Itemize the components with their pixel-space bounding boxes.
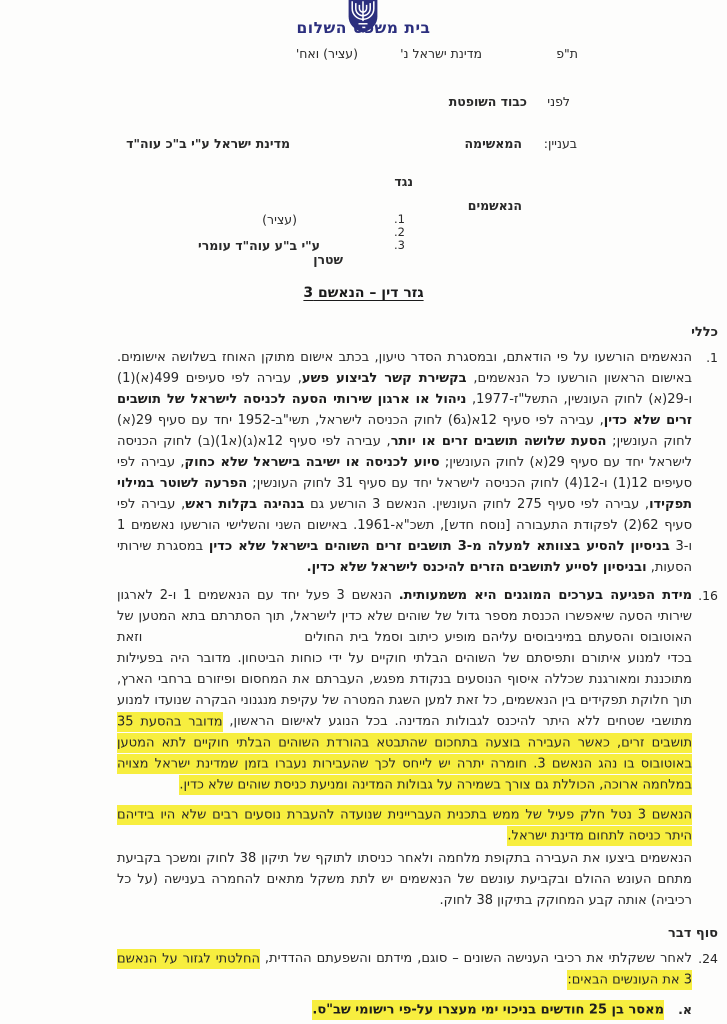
court-name: בית משפט השלום bbox=[296, 19, 431, 37]
defendant-3-number: 3. bbox=[394, 238, 405, 252]
defendants-label: הנאשמים bbox=[467, 198, 522, 213]
defendant-1-status: (עציר) bbox=[262, 212, 297, 227]
prosecution-role-label: המאשימה bbox=[464, 136, 522, 151]
defendant-2-number: 2. bbox=[394, 225, 405, 239]
paragraph-16 bbox=[117, 585, 718, 795]
paragraph-16-number: 16. bbox=[698, 588, 718, 603]
section-heading-conclusion: סוף דבר bbox=[668, 926, 718, 941]
section-heading-general: כללי bbox=[691, 325, 718, 340]
paragraph-1-text: הנאשמים הורשעו על פי הודאתם, ובמסגרת הסדר טיעון, בכתב אישום מתוקן האוחז בשלושה אישומים. באישום הראשון הורשעו כל הנאשמים, בקשירת קשר לביצוע פשע, עבירה לפי סעיפים 499(א)(1) ו-29(א) לחוק העונשין, התשל"ז-1977, ניהול או ארגון שירותי הסעה לכניסה לישראל של תושבים זרים שלא כדין, עבירה לפי סעיף 12א(ג6) לחוק הכניסה לישראל, תשי"ב-1952 יחד עם סעיף 29(א) לחוק העונשין; הסעת שלושה תושבים זרים או יותר, עבירה לפי סעיף 12א(ג)(א1)(ב) לחוק הכניסה לישראל יחד עם סעיף 29(א) לחוק העונשין; סיוע לכניסה או ישיבה בישראל שלא כחוק, עבירה לפי סעיפים 12(1) ו-12(4) לחוק הכניסה לישראל יחד עם סעיף 31 לחוק העונשין; הפרעה לשוטר במילוי תפקידו, עבירה לפי סעיף 275 לחוק העונשין. הנאשם 3 הורשע גם בנהיגה בקלות ראש, עבירה לפי סעיף 62(2) לפקודת התעבורה [נוסח חדש], תשכ"א-1961. באישום השני והשלישי הורשעו נאשמים 1 ו-3 בניסיון להסיע בצוותא למעלה מ-3 תושבים זרים השוהים בישראל שלא כדין במסגרת שירותי הסעות, ובניסיון לסייע לתושבים הזרים להיכנס לישראל שלא כדין. bbox=[117, 350, 693, 575]
paragraph-24-text: לאחר ששקלתי את רכיבי הענישה השונים – סוגם, מידתם והשפעתם ההדדית, החלטתי לגזור על הנאשם 3 את העונשים הבאים: bbox=[117, 948, 692, 990]
paragraph-active-role-text: הנאשם 3 נטל חלק פעיל של ממש בתכנית העבריינית שנועדה להעברת נוסעים רבים שלא היו בידיהם היתר כניסה לתחום מדינת ישראל. bbox=[117, 804, 692, 846]
prosecution-name: מדינת ישראל ע"י ב"כ עוה"ד bbox=[126, 136, 290, 151]
versus-label: נגד bbox=[394, 174, 413, 189]
in-re-label: בעניין: bbox=[543, 136, 577, 151]
defense-counsel-line2: שטרן bbox=[313, 252, 343, 267]
redacted-gap bbox=[148, 627, 298, 648]
sentence-item-a bbox=[117, 999, 692, 1020]
sentence-item-a-letter: א. bbox=[678, 1002, 692, 1017]
case-parties: מדינת ישראל נ' bbox=[400, 46, 482, 61]
case-number-label: ת"פ bbox=[556, 46, 578, 61]
case-parties-suffix: (עציר) ואח' bbox=[295, 46, 358, 61]
paragraph-1-number: 1. bbox=[706, 350, 718, 365]
document-body bbox=[117, 322, 718, 1020]
judge-title: כבוד השופטת bbox=[448, 94, 527, 109]
paragraph-wartime-amendment-text: הנאשמים ביצעו את העבירה בתקופת מלחמה ולאחר כניסתו לתוקף של תיקון 38 לחוק ומשכך בקביעת מתחם העונש ההולם ובקביעת עונשם של הנאשמים יש לתת משקל מתאים להחמרה בענישה (על כל רכיביה) אותה קבע המחוקק בתיקון 38 לחוק. bbox=[117, 851, 692, 908]
paragraph-16-text: מידת הפגיעה בערכים המוגנים היא משמעותית. הנאשם 3 פעל יחד עם הנאשמים 1 ו-2 לארגון שירותי הסעה שיאפשרו הכנסת מספר גדול של שוהים שלא כדין לישראל, תוך הסתרתם בתא המטען של האוטובוס והסעתם במיניבוסים עליהם מופיע כיתוב וסמל בית החולים וזאת בכדי למנוע איתורם ותפיסתם של השוהים הבלתי חוקיים על ידי כוחות הביטחון. מדובר היה בפעילות מתוכננת ומאורגנת שכללה איסוף הנוסעים בנקודת מפגש, העברתם את המחסום ופיזורם ברחבי הארץ, תוך חלוקת תפקידים בין הנאשמים, כל זאת למען השגת המטרה של עקיפת מנגנוני הבקרה שנועדו למנוע מתושבי שטחים ללא היתר להיכנס לגבולות המדינה. בכל הנוגע לאישום הראשון, מדובר בהסעת 35 תושבים זרים, כאשר העבירה בוצעה בתחכום שהתבטא בהורדת השוהים הבלתי חוקיים לתא המטען באוטובוס בו נהג הנאשם 3. חומרה יתרה יש לייחס לכך שהעבירות נעברו בזמן שמדינת ישראל מצויה במלחמה ארוכה, הכוללת גם צורך בשמירה על גבולות המדינה ומניעת כניסת שוהים שלא כדין. bbox=[117, 585, 692, 795]
defense-counsel-line1: ע"י ב"ע עוה"ד עומרי bbox=[198, 238, 320, 253]
defendant-1-number: 1. bbox=[394, 212, 405, 226]
paragraph-24-number: 24. bbox=[698, 951, 718, 966]
before-label: לפני bbox=[547, 94, 570, 109]
paragraph-1 bbox=[117, 347, 718, 578]
sentence-item-a-text: מאסר בן 25 חודשים בניכוי ימי מעצרו על-פי רישומי שב"ס. bbox=[117, 999, 664, 1020]
document-title: גזר דין – הנאשם 3 bbox=[303, 285, 424, 301]
paragraph-24 bbox=[117, 948, 718, 990]
